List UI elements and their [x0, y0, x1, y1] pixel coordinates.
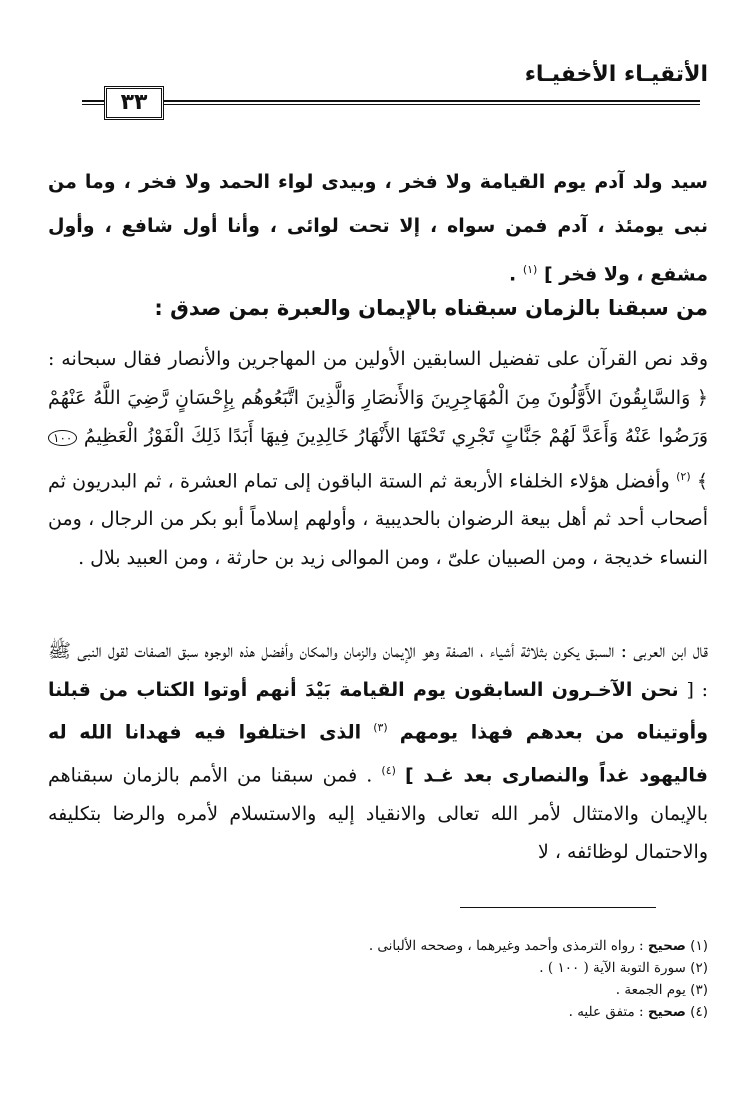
footnote-item	[48, 979, 708, 1001]
footnote-text: : متفق عليه .	[568, 1004, 644, 1020]
page-number: ٣٣	[104, 86, 164, 120]
footnote-ref-1: (١)	[522, 263, 538, 276]
quran-verse: وَالسَّابِقُونَ الأَوَّلُونَ مِنَ الْمُهَاجِرِينَ وَالأَنصَارِ وَالَّذِينَ اتَّبَعُوهُم بِإِحْسَانٍ رَّضِيَ اللَّهُ عَنْهُمْ وَرَضُوا عَنْهُ وَأَعَدَّ لَهُمْ جَنَّاتٍ تَجْرِي تَحْتَهَا الأَنْهَارُ خَالِدِينَ فِيهَا أَبَدًا ذَلِكَ الْفَوْزُ الْعَظِيمُ	[48, 386, 709, 447]
footnote-number: (٢)	[690, 960, 708, 976]
footnotes-list	[48, 935, 708, 1023]
running-header-title: الأتقيـاء الأخفيـاء	[524, 62, 708, 87]
footnote-ref-2: (٢)	[676, 469, 691, 483]
hadith-body: سيد ولد آدم يوم القيامة ولا فخر ، وبيدى لواء الحمد ولا فخر ، وما من نبى يومئذ ، آدم فمن سواه ، إلا تحت لوائى ، وأنا أول شافع ، وأول مشفع ، ولا فخر ]	[48, 171, 708, 286]
footnote-text: يوم الجمعة .	[615, 982, 686, 998]
footnote-ref-4: (٤)	[381, 763, 396, 777]
paragraph-ibn-arabi	[48, 632, 708, 872]
hadith-part-1: نحن الآخـرون السابقون يوم القيامة بَيْدَ أنهم أوتوا الكتاب من قبلنا وأوتيناه من بعدهم فهذا يومهم	[48, 678, 708, 744]
footnote-label: صحيح	[647, 1004, 686, 1020]
hadith-text	[48, 160, 708, 296]
quran-intro: وقد نص القرآن على تفضيل السابقين الأولين من المهاجرين والأنصار فقال سبحانه :	[48, 348, 708, 370]
footnote-text: : رواه الترمذى وأحمد وغيرهما ، وصححه الألبانى .	[368, 938, 644, 954]
paragraph-quran	[48, 340, 708, 577]
footnote-separator	[460, 907, 656, 908]
hadith-end: .	[508, 263, 517, 286]
footnote-item	[48, 935, 708, 957]
section-heading: من سبقنا بالزمان سبقناه بالإيمان والعبرة بمن صدق :	[154, 296, 708, 320]
footnote-label: صحيح	[647, 938, 686, 954]
ibn-arabi-rest: . فمن سبقنا من الأمم بالزمان سبقناهم بالإيمان والامتثال لأمر الله تعالى والانقياد إليه والاستسلام لأمره والرضا بتكليفه والاحتمال لوظائفه ، لا	[48, 764, 708, 864]
paragraph-continuation	[48, 160, 708, 296]
ibn-arabi-paragraph	[48, 632, 708, 872]
verse-close-bracket: ﴾	[696, 469, 709, 492]
quran-paragraph	[48, 340, 708, 577]
ibn-arabi-intro: قال ابن العربى : السبق يكون بثلاثة أشياء ، الصفة وهو الإيمان والزمان والمكان وأفضل هذه الوجوه سبق الصفات لقول النبى ﷺ : [	[48, 640, 709, 701]
footnote-number: (٤)	[690, 1004, 708, 1020]
header-rule	[82, 100, 700, 105]
ayah-number: ١٠٠	[48, 430, 77, 446]
verse-open-bracket: ﴿	[696, 386, 708, 409]
footnote-item	[48, 1001, 708, 1023]
footnote-item	[48, 957, 708, 979]
footnote-number: (٣)	[690, 982, 708, 998]
footnote-number: (١)	[690, 938, 708, 954]
footnote-ref-3: (٣)	[373, 721, 388, 734]
quran-rest: وأفضل هؤلاء الخلفاء الأربعة ثم الستة الباقون إلى تمام العشرة ، ثم البدريون ثم أصحاب أحد ثم أهل بيعة الرضوان بالحديبية ، وأولهم إسلاماً أبو بكر من الرجال ، ومن النساء خديجة ، ومن الصبيان علىّ ، ومن الموالى زيد بن حارثة ، ومن العبيد بلال .	[48, 469, 708, 569]
hadith-part-2: الذى اختلفوا فيه فهدانا الله له فاليهود غداً والنصارى بعد غـد ]	[48, 721, 708, 787]
footnote-text: سورة التوبة الآية ( ١٠٠ ) .	[539, 960, 686, 976]
